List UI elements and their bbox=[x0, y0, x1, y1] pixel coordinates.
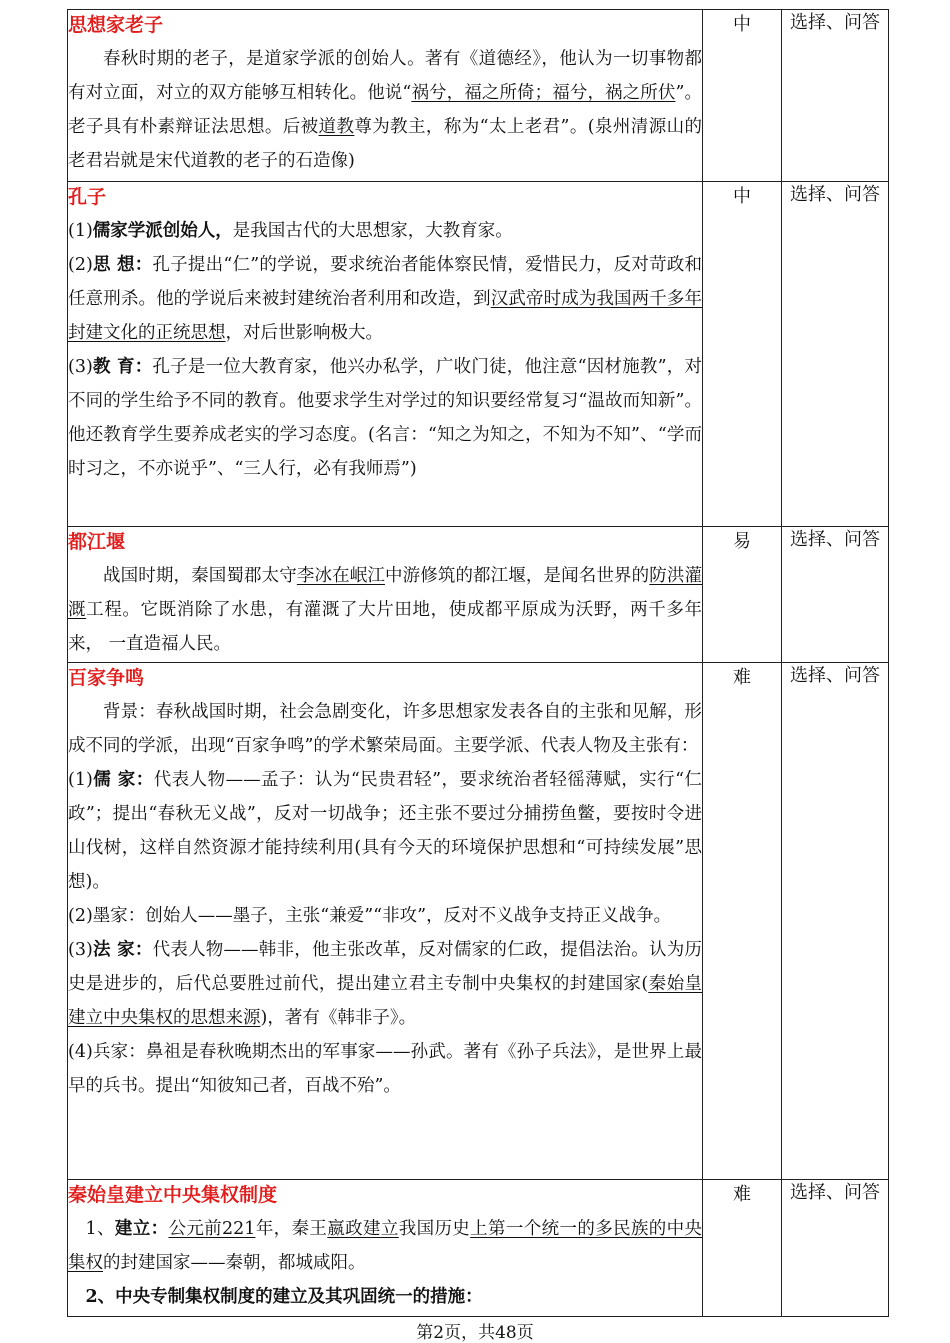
difficulty-cell: 易 bbox=[703, 527, 782, 663]
table-row bbox=[68, 527, 889, 663]
bold-text: 儒 家： bbox=[92, 770, 154, 790]
text: (1) bbox=[68, 221, 93, 241]
difficulty-cell: 难 bbox=[703, 1180, 782, 1317]
question-type-cell: 选择、问答 bbox=[782, 10, 889, 182]
difficulty-cell: 难 bbox=[703, 663, 782, 1180]
underlined-text: 秦始皇建立中央集权的思想来源 bbox=[68, 974, 703, 1028]
question-type-cell: 选择、问答 bbox=[782, 1180, 889, 1317]
text: 孔子提出“仁”的学说，要求统治者能体察民情，爱惜民力，反对苛政和任意刑杀。他的学说后来被封建统治者利用和改造，到 bbox=[68, 255, 702, 309]
text: 战国时期，秦国蜀郡太守 bbox=[103, 566, 297, 586]
content-cell bbox=[68, 182, 703, 527]
paragraph bbox=[68, 350, 702, 486]
content-cell bbox=[68, 527, 703, 663]
paragraph bbox=[68, 763, 702, 899]
bold-text: 教 育： bbox=[92, 357, 153, 377]
paragraph: (2)墨家：创始人——墨子，主张“兼爱”“非攻”，反对不义战争支持正义战争。 bbox=[68, 906, 672, 926]
bold-text: 建立： bbox=[114, 1219, 169, 1239]
text: (2) bbox=[68, 255, 93, 275]
table-row bbox=[68, 663, 889, 1180]
bold-text: 法 家： bbox=[92, 940, 153, 960]
text: (3) bbox=[68, 357, 93, 377]
page-number: 第2页，共48页 bbox=[416, 1323, 534, 1343]
question-type-cell: 选择、问答 bbox=[782, 182, 889, 527]
text: 我国历史 bbox=[398, 1219, 471, 1239]
difficulty-cell: 中 bbox=[703, 10, 782, 182]
section-title: 思想家老子 bbox=[68, 14, 164, 36]
paragraph: (4)兵家：鼻祖是春秋晚期杰出的军事家——孙武。著有《孙子兵法》，是世界上最早的兵书。提出“知彼知己者，百战不殆”。 bbox=[68, 1042, 702, 1096]
text: 代表人物——韩非，他主张改革，反对儒家的仁政，提倡法治。认为历史是进步的，后代总要胜过前代，提出建立君主专制中央集权的封建国家( bbox=[68, 940, 703, 994]
difficulty-cell: 中 bbox=[703, 182, 782, 527]
paragraph bbox=[68, 248, 702, 350]
table-row bbox=[68, 182, 889, 527]
content-table bbox=[67, 9, 889, 1317]
section-title: 孔子 bbox=[68, 186, 107, 208]
section-title: 都江堰 bbox=[68, 531, 126, 553]
question-type-cell: 选择、问答 bbox=[782, 663, 889, 1180]
paragraph bbox=[68, 42, 702, 178]
text: 工程。它既消除了水患，有灌溉了大片田地，使成都平原成为沃野，两千多年来， 一直造福人民。 bbox=[68, 600, 703, 654]
underlined-text: 汉武帝时成为我国两千多年封建文化的正统思想 bbox=[68, 289, 703, 343]
text: 是我国古代的大思想家，大教育家。 bbox=[232, 221, 513, 241]
underlined-text: 公元前221 bbox=[168, 1219, 256, 1239]
paragraph bbox=[68, 933, 702, 1035]
underlined-text: 祸兮，福之所倚；福兮，祸之所伏 bbox=[411, 83, 676, 103]
text: 尊为教主，称为“太上老君”。(泉州清源山的老君岩就是宋代道教的老子的石造像) bbox=[68, 117, 702, 171]
underlined-text: 嬴政建立 bbox=[327, 1219, 399, 1239]
text: 中游修筑的都江堰，是闻名世界的 bbox=[384, 566, 650, 586]
text: (3) bbox=[68, 940, 93, 960]
underlined-text: 道教 bbox=[318, 117, 355, 137]
paragraph: 背景：春秋战国时期，社会急剧变化，许多思想家发表各自的主张和见解，形成不同的学派，出现“百家争鸣”的学术繁荣局面。主要学派、代表人物及主张有： bbox=[68, 702, 702, 756]
content-cell bbox=[68, 10, 703, 182]
question-type-cell: 选择、问答 bbox=[782, 527, 889, 663]
content-cell bbox=[68, 663, 703, 1180]
text: 的封建国家——秦朝，都城咸阳。 bbox=[103, 1253, 366, 1273]
paragraph bbox=[68, 559, 702, 661]
text: 1、 bbox=[85, 1219, 115, 1239]
bold-text: 儒家学派创始人， bbox=[92, 221, 233, 241]
section-title: 秦始皇建立中央集权制度 bbox=[68, 1184, 278, 1206]
paragraph bbox=[68, 214, 702, 248]
content-cell bbox=[68, 1180, 703, 1317]
table-row bbox=[68, 1180, 889, 1317]
bold-text: 思 想： bbox=[92, 255, 153, 275]
paragraph: 2、中央专制集权制度的建立及其巩固统一的措施： bbox=[85, 1287, 483, 1307]
section-title: 百家争鸣 bbox=[68, 667, 145, 689]
text: 代表人物——孟子：认为“民贵君轻”，要求统治者轻徭薄赋，实行“仁政”；提出“春秋无义战”，反对一切战争；还主张不要过分捕捞鱼鳖，要按时令进山伐树，这样自然资源才能持续利用(具有今天的环境保护思想和“可持续发展”思想)。 bbox=[68, 770, 702, 892]
underlined-text: 上第一个统一的多民族的中央集权 bbox=[68, 1219, 703, 1273]
text: )，著有《韩非子》。 bbox=[260, 1008, 417, 1028]
underlined-text: 李冰在岷江 bbox=[296, 566, 385, 586]
text: ”。老子具有朴素辩证法思想。后被 bbox=[68, 83, 702, 137]
text: ，对后世影响极大。 bbox=[225, 323, 383, 343]
text: 春秋时期的老子，是道家学派的创始人。著有《道德经》，他认为一切事物都有对立面，对立的双方能够互相转化。他说“ bbox=[68, 49, 702, 103]
paragraph bbox=[68, 1212, 702, 1280]
text: (1) bbox=[68, 770, 93, 790]
underlined-text: 防洪灌溉 bbox=[68, 566, 703, 620]
text: 孔子是一位大教育家，他兴办私学，广收门徒，他注意“因材施教”，对不同的学生给予不同的教育。他要求学生对学过的知识要经常复习“温故而知新”。他还教育学生要养成老实的学习态度。(名言：“知之为知之，不知为不知”、“学而时习之，不亦说乎”、“三人行，必有我师焉”) bbox=[68, 357, 702, 479]
table-row bbox=[68, 10, 889, 182]
text: 年，秦王 bbox=[255, 1219, 328, 1239]
